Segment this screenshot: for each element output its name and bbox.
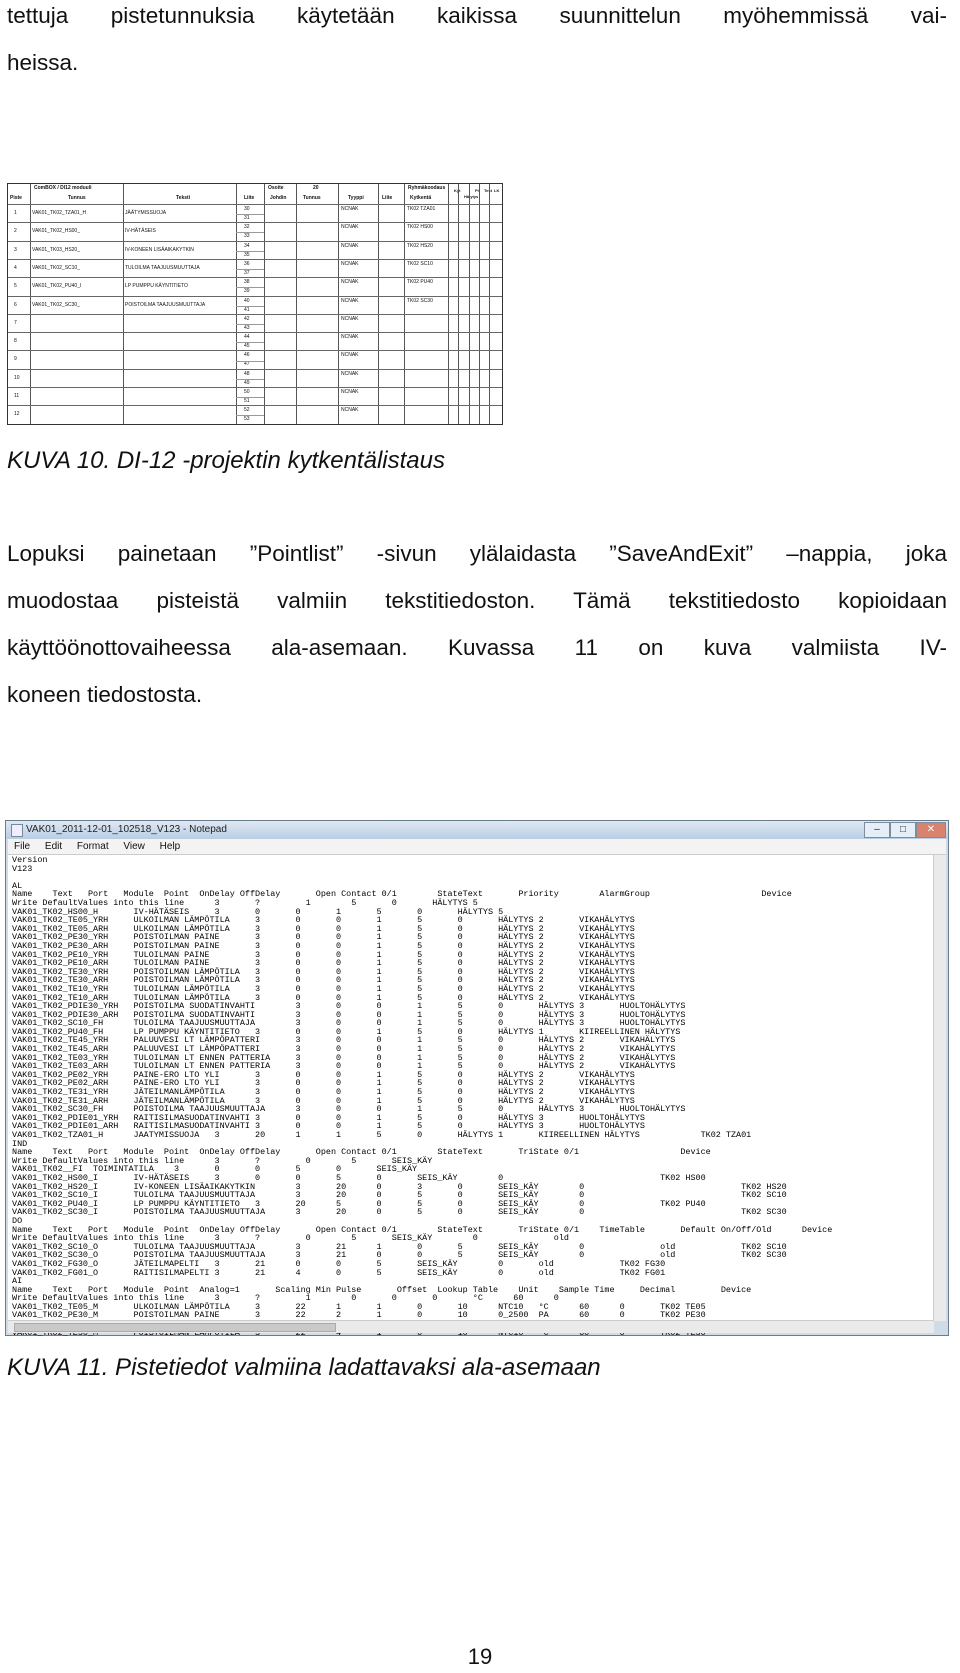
point-type: NCNAK xyxy=(341,352,359,359)
spreadsheet-row xyxy=(8,405,502,424)
horizontal-scrollbar[interactable] xyxy=(8,1320,934,1333)
terminal-number: 36 xyxy=(244,260,250,267)
point-number: 9 xyxy=(14,356,17,363)
terminal-number: 30 xyxy=(244,206,250,212)
spreadsheet-row xyxy=(8,204,502,223)
terminal-number: 49 xyxy=(244,379,250,386)
col-header: Tunnus xyxy=(68,195,86,201)
spreadsheet-row xyxy=(8,314,502,333)
col-header: Johdin xyxy=(270,195,287,201)
spreadsheet-row xyxy=(8,296,502,315)
scroll-thumb[interactable] xyxy=(14,1323,336,1332)
side-label: Pit xyxy=(475,188,481,193)
point-id: VAK01_TK02_SC10_ xyxy=(32,264,80,271)
col-header: Kytkentä xyxy=(410,195,432,201)
point-type: NCNAK xyxy=(341,206,359,212)
point-id: VAK01_TK02_PU40_I xyxy=(32,283,82,290)
col-header: Teksti xyxy=(176,195,191,201)
body-line: koneen tiedostosta. xyxy=(7,682,203,707)
col-header: Liite xyxy=(382,195,393,201)
terminal-number: 51 xyxy=(244,398,250,404)
header-address-value: 20 xyxy=(313,185,319,191)
point-type: NCNAK xyxy=(341,407,359,414)
spreadsheet-row xyxy=(8,277,502,296)
point-type: NCNAK xyxy=(341,279,359,286)
terminal-number: 35 xyxy=(244,251,250,258)
maximize-icon[interactable]: □ xyxy=(890,822,916,838)
connection-id: TK02 SC10 xyxy=(407,260,433,267)
terminal-number: 48 xyxy=(244,370,250,377)
spreadsheet-row xyxy=(8,259,502,278)
body-line: käyttöönottovaiheessa ala-asemaan. Kuvassa 11 on kuva valmiista IV- xyxy=(7,635,947,660)
point-type: NCNAK xyxy=(341,260,359,267)
figure-11-notepad-window xyxy=(5,820,949,1336)
spreadsheet-row xyxy=(8,332,502,351)
menu-edit[interactable]: Edit xyxy=(44,841,63,852)
page-number: 19 xyxy=(467,1644,493,1669)
spreadsheet-header xyxy=(8,184,502,205)
intro-line: tettuja pistetunnuksia käytetään kaikissa suunnittelun myöhemmissä vai- xyxy=(7,3,947,28)
point-number: 11 xyxy=(14,393,20,399)
menu-view[interactable]: View xyxy=(123,841,145,852)
spreadsheet-row xyxy=(8,369,502,388)
terminal-number: 41 xyxy=(244,306,250,313)
side-label: Kyt xyxy=(454,188,461,193)
point-type: NCNAK xyxy=(341,315,359,322)
point-id: VAK01_TK03_HS20_ xyxy=(32,246,80,253)
point-text: IV-HÄTÄSEIS xyxy=(125,228,156,235)
notepad-title: VAK01_2011-12-01_102518_V123 - Notepad xyxy=(26,824,227,835)
point-number: 2 xyxy=(14,228,17,235)
spreadsheet-row xyxy=(8,387,502,406)
terminal-number: 39 xyxy=(244,288,250,295)
col-header: Piste xyxy=(10,195,22,201)
intro-line: heissa. xyxy=(7,50,79,75)
notepad-titlebar[interactable] xyxy=(6,821,948,839)
point-id: VAK01_TK02_SC30_ xyxy=(32,301,80,308)
terminal-number: 32 xyxy=(244,224,250,231)
menu-help[interactable]: Help xyxy=(159,841,181,852)
point-id: VAK01_TK02_HS00_ xyxy=(32,228,80,235)
side-label: LK xyxy=(494,188,500,193)
connection-id: TK02 TZA01 xyxy=(407,206,436,212)
point-text: POISTOILMA TAAJUUSMUUTTAJA xyxy=(125,301,206,308)
point-number: 10 xyxy=(14,374,20,381)
spreadsheet-row xyxy=(8,241,502,260)
intro-paragraph xyxy=(7,0,947,86)
col-header: Liite xyxy=(244,195,255,201)
point-type: NCNAK xyxy=(341,370,359,377)
point-number: 5 xyxy=(14,283,17,290)
col-header: Tyyppi xyxy=(348,195,364,201)
col-header: Tunnus xyxy=(303,195,321,201)
notepad-menubar xyxy=(8,839,946,855)
body-line: Lopuksi painetaan ”Pointlist” -sivun ylälaidasta ”SaveAndExit” –nappia, joka xyxy=(7,541,947,566)
minimize-icon[interactable]: – xyxy=(864,822,890,838)
connection-id: TK02 PU40 xyxy=(407,279,433,286)
figure-11-caption: KUVA 11. Pistetiedot valmiina ladattavaksi ala-asemaan xyxy=(7,1354,601,1381)
spreadsheet-row xyxy=(8,350,502,369)
figure-10-caption: KUVA 10. DI-12 -projektin kytkentälistaus xyxy=(7,447,445,474)
point-text: JÄÄTYMISSUOJA xyxy=(125,210,167,216)
header-address-label: Osoite xyxy=(268,185,284,191)
point-type: NCNAK xyxy=(341,242,359,249)
header-module: ComBOX / DI12 moduuli xyxy=(34,185,92,191)
notepad-icon xyxy=(11,824,23,837)
point-text: IV-KONEEN LISÄAIKAKYTKIN xyxy=(125,246,194,253)
point-number: 4 xyxy=(14,264,17,271)
point-number: 3 xyxy=(14,246,17,253)
terminal-number: 47 xyxy=(244,361,250,368)
point-number: 7 xyxy=(14,319,17,326)
terminal-number: 34 xyxy=(244,242,250,249)
connection-id: TK02 HS20 xyxy=(407,242,433,249)
figure-10-spreadsheet xyxy=(7,183,503,425)
point-type: NCNAK xyxy=(341,224,359,231)
point-number: 12 xyxy=(14,411,20,418)
point-type: NCNAK xyxy=(341,389,359,395)
point-id: VAK01_TK02_TZA01_H xyxy=(32,210,87,216)
terminal-number: 31 xyxy=(244,215,250,221)
terminal-number: 44 xyxy=(244,334,250,341)
connection-id: TK02 HS00 xyxy=(407,224,433,231)
body-paragraph xyxy=(7,530,947,718)
terminal-number: 50 xyxy=(244,389,250,395)
menu-format[interactable]: Format xyxy=(76,841,109,852)
notepad-text-area[interactable]: Version V123 AL Name Text Port Module Point OnDelay OffDelay Open Contact 0/1 StateText Priority AlarmGroup Device Write DefaultValues into this line 3 ? 1 5 0 HÄLYTYS 5 VAK01_TK02_HS00_H IV-HÄTÄSEIS 3 0 0 1 5 0 HÄLYTYS 5 VAK01_TK02_TE05_YRH ULKOILMAN LÄMPÖTILA 3 0 0 1 5 0 HÄLYTYS 2 VIKAHÄLYTYS VAK01_TK02_TE05_ARH ULKOILMAN LÄMPÖTILA 3 0 0 1 5 0 HÄLYTYS 2 VIKAHÄLYTYS VAK01_TK02_PE30_YRH POISTOILMAN PAINE 3 0 0 1 5 0 HÄLYTYS 2 VIKAHÄLYTYS VAK01_TK02_PE30_ARH POISTOILMAN PAINE 3 0 0 1 5 0 HÄLYTYS 2 VIKAHÄLYTYS VAK01_TK02_PE10_YRH TULOILMAN PAINE 3 0 0 1 5 0 HÄLYTYS 2 VIKAHÄLYTYS VAK01_TK02_PE10_ARH TULOILMAN PAINE 3 0 0 1 5 0 HÄLYTYS 2 VIKAHÄLYTYS VAK01_TK02_TE30_YRH POISTOILMAN LÄMPÖTILA 3 0 0 1 5 0 HÄLYTYS 2 VIKAHÄLYTYS VAK01_TK02_TE30_ARH POISTOILMAN LÄMPÖTILA 3 0 0 1 5 0 HÄLYTYS 2 VIKAHÄLYTYS VAK01_TK02_TE10_YRH TULOILMAN LÄMPÖTILA 3 0 0 1 5 0 HÄLYTYS 2 VIKAHÄLYTYS VAK01_TK02_TE10_ARH TULOILMAN LÄMPÖTILA 3 0 0 1 5 0 HÄLYTYS 2 VIKAHÄLYTYS VAK01_TK02_PDIE30_YRH POISTOILMA SUODATINVAHTI 3 0 0 1 5 0 HÄLYTYS 3 HUOLTOHÄLYTYS VAK01_TK02_PDIE30_ARH POISTOILMA SUODATINVAHTI 3 0 0 1 5 0 HÄLYTYS 3 HUOLTOHÄLYTYS VAK01_TK02_SC10_FH TULOILMA TAAJUUSMUUTTAJA 3 0 0 1 5 0 HÄLYTYS 3 HUOLTOHÄLYTYS VAK01_TK02_PU40_FH LP PUMPPU KÄYNTITIETO 3 0 0 1 5 0 HÄLYTYS 1 KIIREELLINEN HÄLYTYS VAK01_TK02_TE45_YRH PALUUVESI LT LÄMPÖPATTERI 3 0 0 1 5 0 HÄLYTYS 2 VIKAHÄLYTYS VAK01_TK02_TE45_ARH PALUUVESI LT LÄMPÖPATTERI 3 0 0 1 5 0 HÄLYTYS 2 VIKAHÄLYTYS VAK01_TK02_TE03_YRH TULOILMAN LT ENNEN PATTERIA 3 0 0 1 5 0 HÄLYTYS 2 VIKAHÄLYTYS VAK01_TK02_TE03_ARH TULOILMAN LT ENNEN PATTERIA 3 0 0 1 5 0 HÄLYTYS 2 VIKAHÄLYTYS VAK01_TK02_PE02_YRH PAINE-ERO LTO YLI 3 0 0 1 5 0 HÄLYTYS 2 VIKAHÄLYTYS VAK01_TK02_PE02_ARH PAINE-ERO LTO YLI 3 0 0 1 5 0 HÄLYTYS 2 VIKAHÄLYTYS VAK01_TK02_TE31_YRH JÄTEILMANLÄMPÖTILA 3 0 0 1 5 0 HÄLYTYS 2 VIKAHÄLYTYS VAK01_TK02_TE31_ARH JÄTEILMANLÄMPÖTILA 3 0 0 1 5 0 HÄLYTYS 2 VIKAHÄLYTYS VAK01_TK02_SC30_FH POISTOILMA TAAJUUSMUUTTAJA 3 0 0 1 5 0 HÄLYTYS 3 HUOLTOHÄLYTYS VAK01_TK02_PDIE01_YRH RAITISILMASUODATINVAHTI 3 0 0 1 5 0 HÄLYTYS 3 HUOLTOHÄLYTYS VAK01_TK02_PDIE01_ARH RAITISILMASUODATINVAHTI 3 0 0 1 5 0 HÄLYTYS 3 HUOLTOHÄLYTYS VAK01_TK02_TZA01_H JAATYMISSUOJA 3 20 1 1 5 0 HÄLYTYS 1 KIIREELLINEN HÄLYTYS TK02 TZA01 IND Name Text Port Module Point OnDelay OffDelay Open Contact 0/1 StateText TriState 0/1 Device Write DefaultValues into this line 3 ? 0 5 SEIS_KÄY VAK01_TK02__FI TOIMINTATILA 3 0 0 5 0 SEIS_KÄY VAK01_TK02_HS00_I IV-HÄTÄSEIS 3 0 0 5 0 SEIS_KÄY 0 TK02 HS00 VAK01_TK02_HS20_I IV-KONEEN LISÄAIKAKYTKIN 3 20 0 3 0 SEIS_KÄY 0 TK02 HS20 VAK01_TK02_SC10_I TULOILMA TAAJUUSMUUTTAJA 3 20 0 5 0 SEIS_KÄY 0 TK02 SC10 VAK01_TK02_PU40_I LP PUMPPU KÄYNTITIETO 3 20 5 0 5 0 SEIS_KÄY 0 TK02 PU40 VAK01_TK02_SC30_I POISTOILMA TAAJUUSMUUTTAJA 3 20 0 5 0 SEIS_KÄY 0 TK02 SC30 DO Name Text Port Module Point OnDelay OffDelay Open Contact 0/1 StateText TriState 0/1 TimeTable Default On/Off/Old Device Write DefaultValues into this line 3 ? 0 5 SEIS_KÄY 0 old VAK01_TK02_SC10_O TULOILMA TAAJUUSMUUTTAJA 3 21 1 0 5 SEIS_KÄY 0 old TK02 SC10 VAK01_TK02_SC30_O POISTOILMA TAAJUUSMUUTTAJA 3 21 0 0 5 SEIS_KÄY 0 old TK02 SC30 VAK01_TK02_FG30_O JÄTEILMAPELTI 3 21 0 0 5 SEIS_KÄY 0 old TK02 FG30 VAK01_TK02_FG01_O RAITISILMAPELTI 3 21 4 0 5 SEIS_KÄY 0 old TK02 FG01 AI Name Text Port Module Point Analog=1 Scaling Min Pulse Offset Lookup Table Unit Sample Time Decimal Device Write DefaultValues into this line 3 ? 1 0 0 0 °C 60 0 VAK01_TK02_TE05_M ULKOILMAN LÄMPÖTILA 3 22 1 1 0 10 NTC10 °C 60 0 TK02 TE05 VAK01_TK02_PE30_M POISTOILMAN PAINE 3 22 2 1 0 10 0_2500 PA 60 0 TK02 PE30 xyxy=(8,855,934,1321)
terminal-number: 33 xyxy=(244,233,250,240)
connection-id: TK02 SC30 xyxy=(407,297,433,304)
side-label: Hälytys xyxy=(464,194,479,199)
terminal-number: 37 xyxy=(244,269,250,276)
menu-file[interactable]: File xyxy=(14,841,31,852)
vertical-scrollbar[interactable] xyxy=(933,855,946,1321)
spreadsheet-row xyxy=(8,222,502,241)
terminal-number: 40 xyxy=(244,297,250,304)
point-number: 1 xyxy=(14,210,17,216)
terminal-number: 46 xyxy=(244,352,250,359)
side-label: Test xyxy=(484,188,492,193)
point-type: NCNAK xyxy=(341,334,359,341)
body-line: muodostaa pisteistä valmiin tekstitiedoston. Tämä tekstitiedosto kopioidaan xyxy=(7,588,947,613)
point-number: 6 xyxy=(14,301,17,308)
terminal-number: 45 xyxy=(244,343,250,350)
point-text: TULOILMA TAAJUUSMUUTTAJA xyxy=(125,264,200,271)
point-type: NCNAK xyxy=(341,297,359,304)
point-number: 8 xyxy=(14,338,17,345)
terminal-number: 42 xyxy=(244,315,250,322)
terminal-number: 43 xyxy=(244,324,250,331)
close-icon[interactable]: ✕ xyxy=(916,822,946,838)
point-text: LP PUMPPU KÄYNTITIETO xyxy=(125,283,188,290)
header-group: Ryhmäkoodaus xyxy=(408,185,446,191)
terminal-number: 53 xyxy=(244,416,250,423)
terminal-number: 38 xyxy=(244,279,250,286)
terminal-number: 52 xyxy=(244,407,250,414)
